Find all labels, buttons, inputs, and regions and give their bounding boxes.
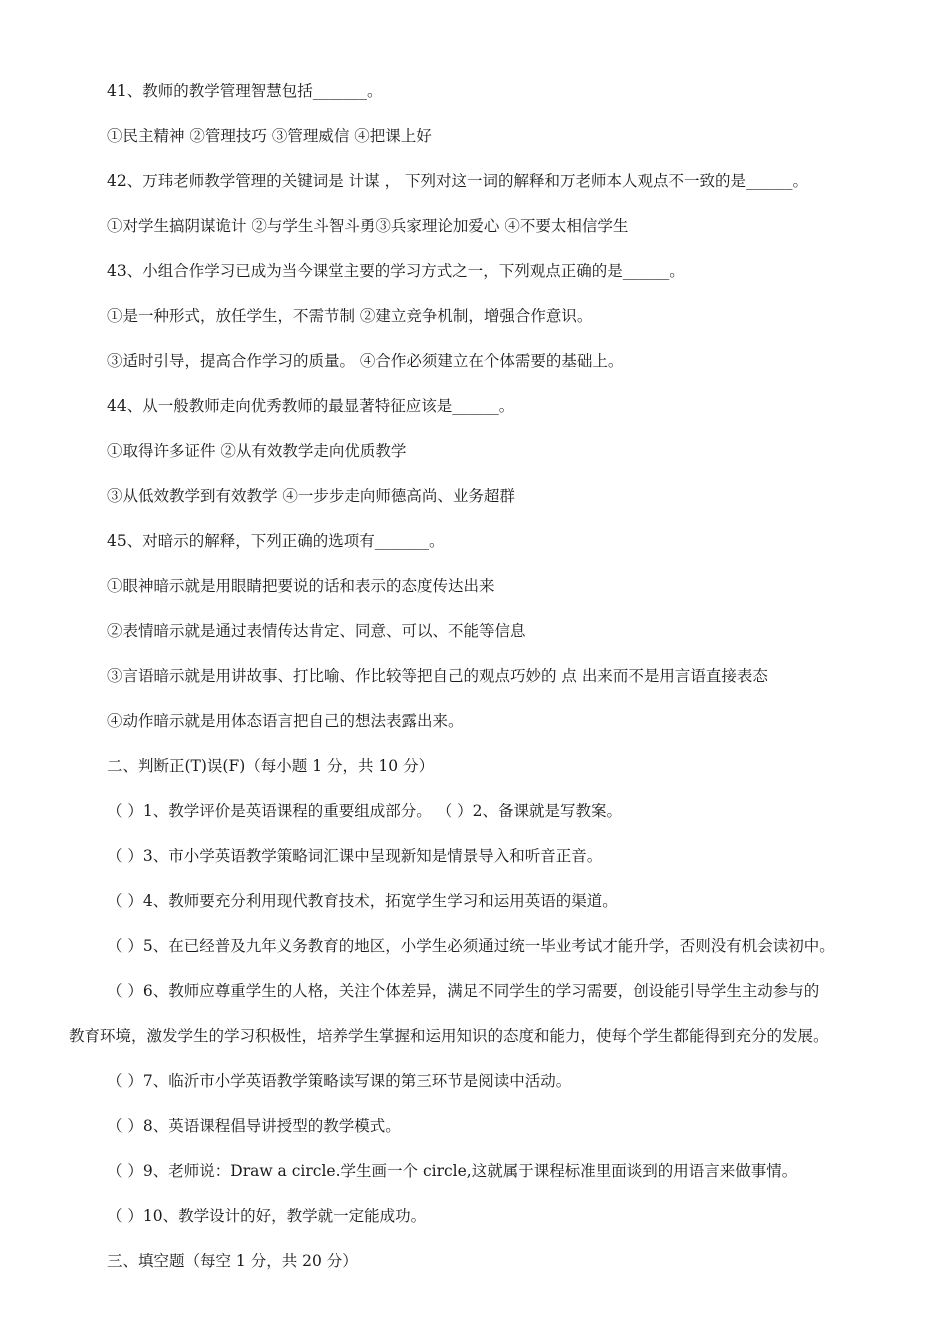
question-44-stem: 44、从一般教师走向优秀教师的最显著特征应该是______。 (107, 397, 515, 415)
question-45-option-3: ③言语暗示就是用讲故事、打比喻、作比较等把自己的观点巧妙的 点 出来而不是用言语直接表态 (107, 667, 768, 685)
question-42-options: ①对学生搞阴谋诡计 ②与学生斗智斗勇③兵家理论加爱心 ④不要太相信学生 (107, 217, 629, 235)
tf-item-3: （ ）3、市小学英语教学策略词汇课中呈现新知是情景导入和听音正音。 (107, 847, 603, 865)
question-45-option-2: ②表情暗示就是通过表情传达肯定、同意、可以、不能等信息 (107, 622, 526, 640)
tf-item-6-line-1: （ ）6、教师应尊重学生的人格，关注个体差异，满足不同学生的学习需要，创设能引导学生主动参与的 (107, 982, 820, 1000)
question-45-option-1: ①眼神暗示就是用眼睛把要说的话和表示的态度传达出来 (107, 577, 495, 595)
tf-item-8: （ ）8、英语课程倡导讲授型的教学模式。 (107, 1117, 401, 1135)
tf-item-10: （ ）10、教学设计的好，教学就一定能成功。 (107, 1207, 427, 1225)
question-44-options-2: ③从低效教学到有效教学 ④一步步走向师德高尚、业务超群 (107, 487, 515, 505)
tf-item-5: （ ）5、在已经普及九年义务教育的地区，小学生必须通过统一毕业考试才能升学，否则没有机会读初中。 (107, 937, 835, 955)
question-43-stem: 43、小组合作学习已成为当今课堂主要的学习方式之一，下列观点正确的是______。 (107, 262, 685, 280)
question-45-stem: 45、对暗示的解释，下列正确的选项有_______。 (107, 532, 445, 550)
tf-item-9: （ ）9、老师说：Draw a circle.学生画一个 circle,这就属于课程标准里面谈到的用语言来做事情。 (107, 1162, 798, 1180)
question-42-stem: 42、万玮老师教学管理的关键词是 计谋 ， 下列对这一词的解释和万老师本人观点不一致的是______。 (107, 172, 809, 190)
question-44-options-1: ①取得许多证件 ②从有效教学走向优质教学 (107, 442, 407, 460)
question-41-options: ①民主精神 ②管理技巧 ③管理威信 ④把课上好 (107, 127, 432, 145)
question-41-stem: 41、教师的教学管理智慧包括_______。 (107, 82, 383, 100)
question-45-option-4: ④动作暗示就是用体态语言把自己的想法表露出来。 (107, 712, 464, 730)
tf-item-6-line-2: 教育环境，激发学生的学习积极性，培养学生掌握和运用知识的态度和能力，使每个学生都能得到充分的发展。 (69, 1027, 829, 1045)
tf-item-4: （ ）4、教师要充分利用现代教育技术，拓宽学生学习和运用英语的渠道。 (107, 892, 618, 910)
question-43-options-2: ③适时引导，提高合作学习的质量。 ④合作必须建立在个体需要的基础上。 (107, 352, 624, 370)
tf-item-1-2: （ ）1、教学评价是英语课程的重要组成部分。 （ ）2、备课就是写教案。 (107, 802, 623, 820)
tf-item-7: （ ）7、临沂市小学英语教学策略读写课的第三环节是阅读中活动。 (107, 1072, 572, 1090)
question-43-options-1: ①是一种形式，放任学生，不需节制 ②建立竞争机制，增强合作意识。 (107, 307, 593, 325)
section-2-title: 二、判断正(T)误(F)（每小题 1 分，共 10 分） (107, 757, 435, 775)
section-3-title: 三、填空题（每空 1 分，共 20 分） (107, 1252, 358, 1270)
